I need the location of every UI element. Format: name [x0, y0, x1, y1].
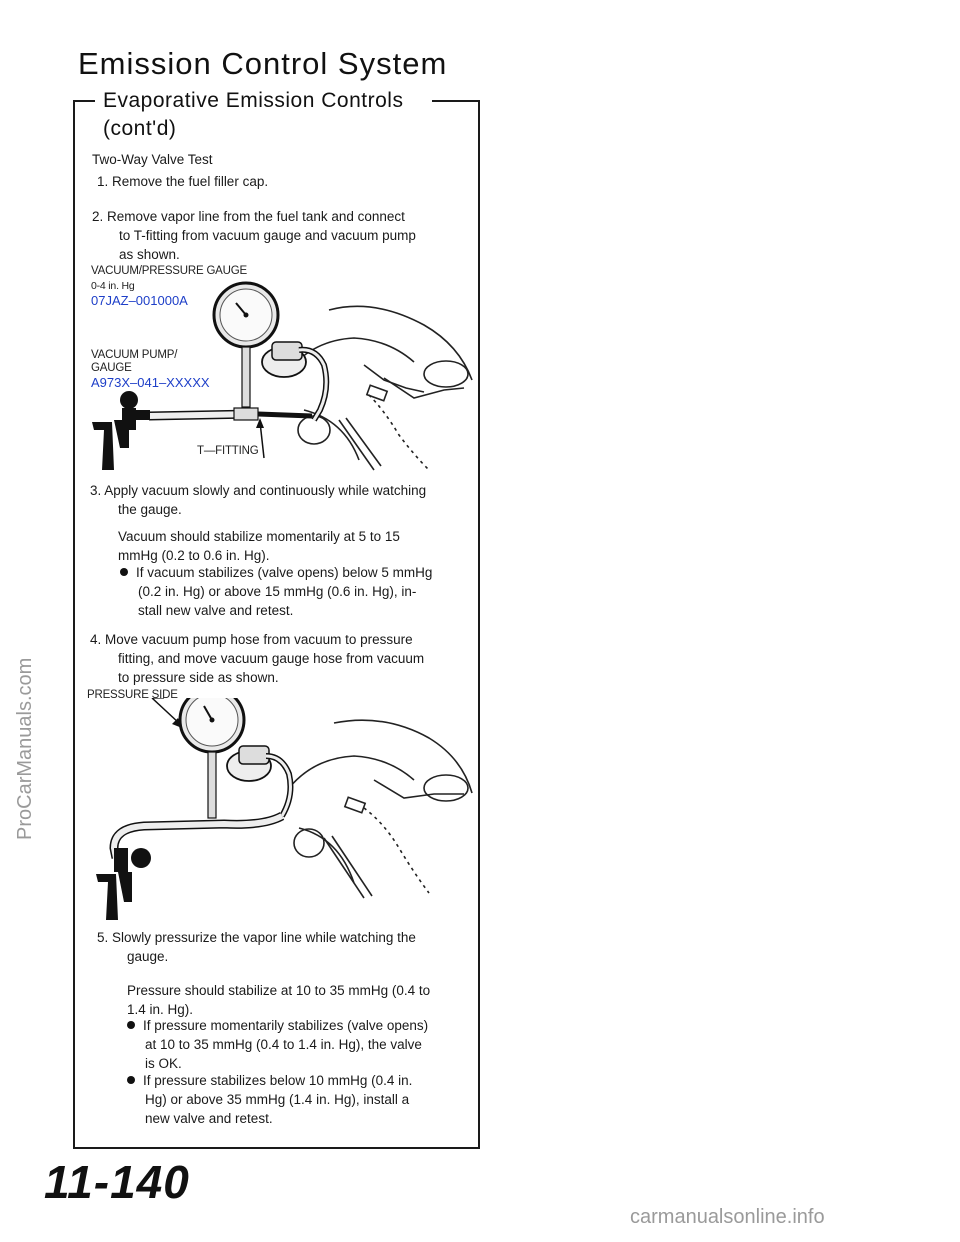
pump-name-label-2: GAUGE — [91, 362, 132, 374]
bullet-icon — [127, 1076, 135, 1084]
pressure-side-arrow — [152, 698, 180, 724]
step-3-note — [118, 527, 468, 565]
step-2-line-1: 2. Remove vapor line from the fuel tank and connect — [92, 209, 405, 224]
step-4 — [90, 630, 465, 687]
gauge-name-label: VACUUM/PRESSURE GAUGE — [91, 265, 247, 277]
frame-top-right-rule — [432, 100, 480, 102]
step-5-bullet-2-line-3: new valve and retest. — [145, 1111, 273, 1126]
two-way-valve-icon-2 — [227, 746, 290, 816]
pump-name-label-1: VACUUM PUMP/ — [91, 349, 178, 361]
step-5-note — [127, 981, 467, 1019]
step-5-bullet-2 — [127, 1071, 467, 1128]
gauge-part-number: 07JAZ–001000A — [91, 293, 188, 308]
pressure-test-illustration — [84, 698, 474, 928]
step-2 — [92, 207, 462, 264]
step-4-line-1: 4. Move vacuum pump hose from vacuum to pressure — [90, 632, 413, 647]
step-3-note-line-2: mmHg (0.2 to 0.6 in. Hg). — [118, 548, 270, 563]
page-number: 11-140 — [44, 1156, 190, 1208]
step-5-bullet-1-line-3: is OK. — [145, 1056, 182, 1071]
step-3-line-1: 3. Apply vacuum slowly and continuously while watching — [90, 483, 427, 498]
step-5-bullet-1-line-1: If pressure momentarily stabilizes (valve opens) — [143, 1018, 429, 1033]
step-5-bullet-2-line-2: Hg) or above 35 mmHg (1.4 in. Hg), install a — [145, 1092, 410, 1107]
step-5 — [97, 928, 467, 966]
step-5-bullet-2-line-1: If pressure stabilizes below 10 mmHg (0.4 in. — [143, 1073, 413, 1088]
step-2-line-3: as shown. — [119, 247, 180, 262]
step-3-bullet-line-1: If vacuum stabilizes (valve opens) below 5 mmHg — [136, 565, 433, 580]
section-subtitle: (cont'd) — [103, 117, 177, 140]
gauge-range-label: 0-4 in. Hg — [91, 280, 135, 292]
step-5-note-line-1: Pressure should stabilize at 10 to 35 mmHg (0.4 to — [127, 983, 431, 998]
vacuum-hose — [149, 408, 312, 420]
pressure-pump-icon — [96, 848, 151, 920]
step-3-bullet — [120, 563, 470, 620]
bullet-icon — [120, 568, 128, 576]
vacuum-pump-icon — [92, 391, 150, 470]
step-4-line-2: fitting, and move vacuum gauge hose from vacuum — [118, 651, 425, 666]
engine-outline-2 — [289, 720, 472, 898]
step-5-note-line-2: 1.4 in. Hg). — [127, 1002, 194, 1017]
pump-part-number: A973X–041–XXXXX — [91, 375, 210, 390]
step-5-line-1: 5. Slowly pressurize the vapor line while watching the — [97, 930, 416, 945]
step-4-line-3: to pressure side as shown. — [118, 670, 279, 685]
pressure-side-label: PRESSURE SIDE — [87, 689, 178, 701]
frame-top-left-rule — [73, 100, 95, 102]
step-5-bullet-1-line-2: at 10 to 35 mmHg (0.4 to 1.4 in. Hg), the valve — [145, 1037, 422, 1052]
vacuum-gauge-icon — [214, 283, 278, 407]
step-3 — [90, 481, 465, 519]
page-title: Emission Control System — [78, 46, 448, 81]
step-3-bullet-line-3: stall new valve and retest. — [138, 603, 294, 618]
step-3-line-2: the gauge. — [118, 502, 182, 517]
bullet-icon — [127, 1021, 135, 1029]
section-title: Evaporative Emission Controls — [103, 89, 404, 112]
vacuum-test-illustration — [84, 270, 474, 475]
tfitting-label: T—FITTING — [197, 445, 259, 457]
step-1: 1. Remove the fuel filler cap. — [97, 174, 269, 189]
side-watermark: ProCarManuals.com — [14, 657, 36, 840]
step-3-bullet-line-2: (0.2 in. Hg) or above 15 mmHg (0.6 in. Hg), in- — [138, 584, 417, 599]
two-way-valve-icon — [262, 342, 326, 420]
bottom-watermark: carmanualsonline.info — [630, 1206, 825, 1228]
engine-outline — [289, 306, 472, 470]
step-3-note-line-1: Vacuum should stabilize momentarily at 5 to 15 — [118, 529, 400, 544]
test-heading: Two-Way Valve Test — [92, 152, 213, 167]
step-5-bullet-1 — [127, 1016, 467, 1073]
step-5-line-2: gauge. — [127, 949, 169, 964]
step-2-line-2: to T-fitting from vacuum gauge and vacuum pump — [119, 228, 416, 243]
